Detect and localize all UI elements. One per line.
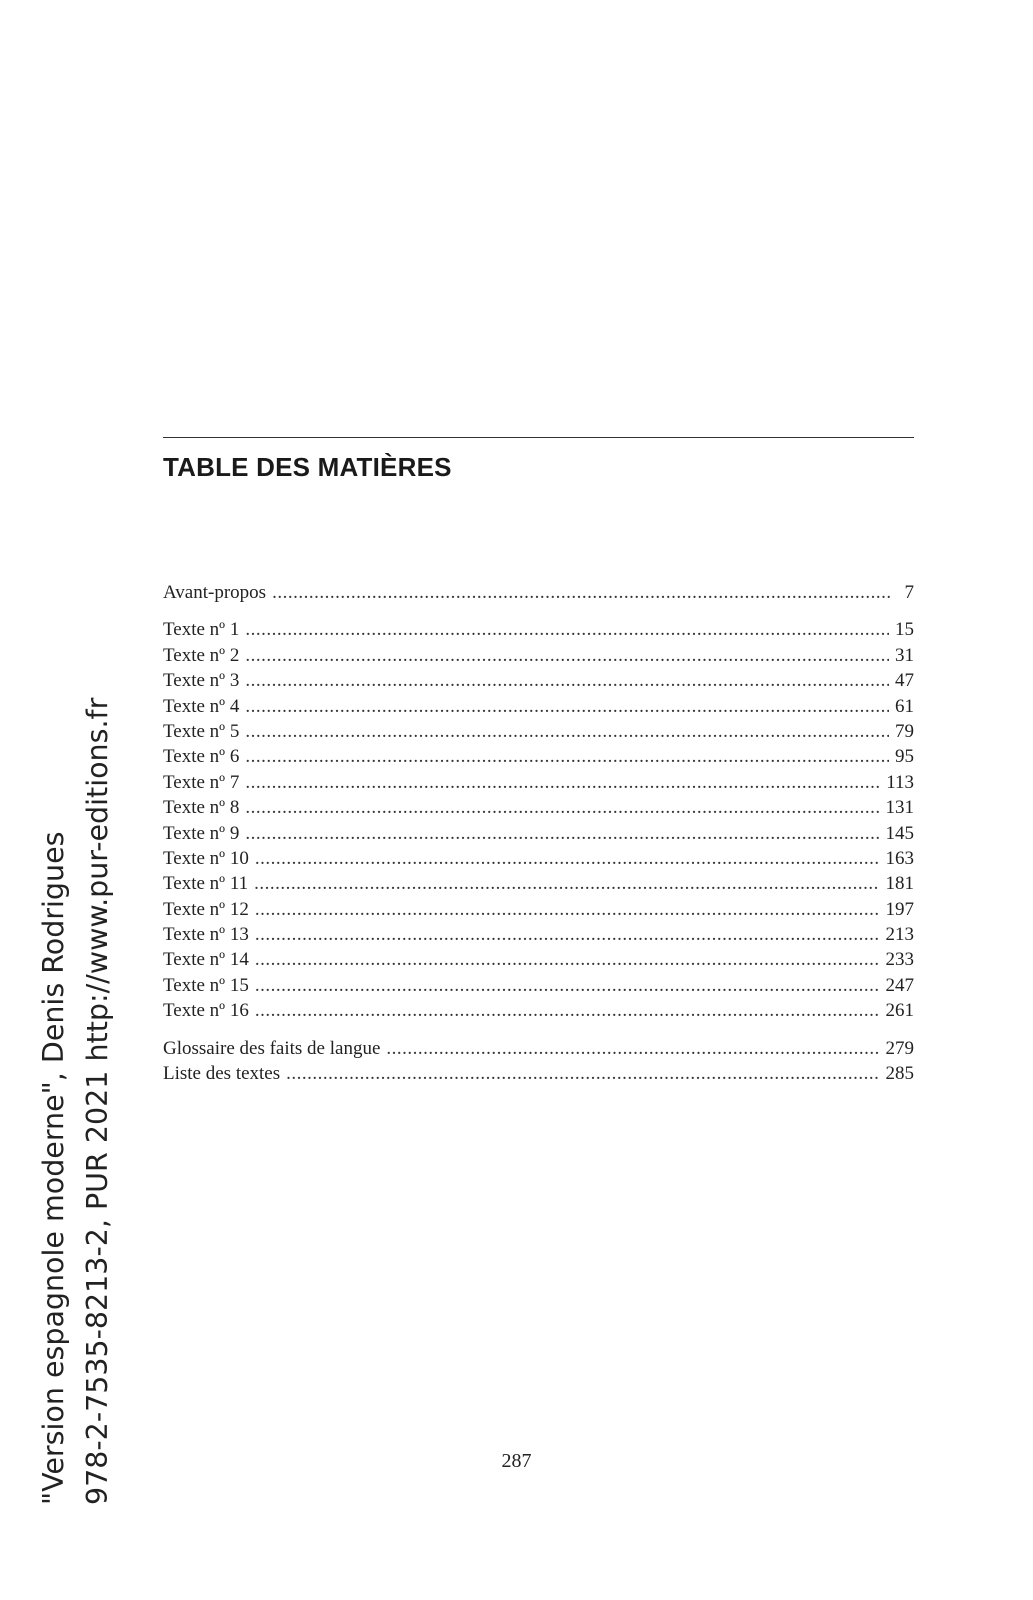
toc-entry-page: 261 <box>885 1000 914 1022</box>
toc-entry-page: 213 <box>885 924 914 946</box>
toc-entry-page: 95 <box>895 746 914 768</box>
toc-entry-label: Liste des textes <box>163 1063 281 1085</box>
dot-leader <box>245 719 889 744</box>
toc-entry-label: Texte nº 2 <box>163 644 240 666</box>
toc-entry-label: Avant-propos <box>163 582 267 603</box>
toc-entry-page: 47 <box>895 670 914 692</box>
dot-leader <box>245 643 889 668</box>
toc-entry-page: 279 <box>885 1037 914 1059</box>
toc-entry-page: 7 <box>904 582 914 603</box>
toc-back-matter <box>163 1036 914 1087</box>
page-number: 287 <box>501 1450 532 1472</box>
toc-entry-label: Texte nº 5 <box>163 720 240 742</box>
toc-entry-page: 233 <box>885 949 914 971</box>
toc-entry-page: 247 <box>885 974 914 996</box>
dot-leader <box>255 973 880 998</box>
toc-front-matter <box>163 580 914 605</box>
toc-entry <box>163 821 914 846</box>
page-title: TABLE DES MATIÈRES <box>163 452 452 482</box>
toc-entry <box>163 922 914 947</box>
toc-entry <box>163 744 914 769</box>
toc-entry-label: Texte nº 8 <box>163 797 240 819</box>
dot-leader <box>245 770 880 795</box>
dot-leader <box>255 947 880 972</box>
toc-entry <box>163 694 914 719</box>
dot-leader <box>255 846 880 871</box>
toc-entry-page: 61 <box>895 695 914 717</box>
toc-entry-label: Texte nº 14 <box>163 949 249 971</box>
toc-entry-label: Texte nº 3 <box>163 670 240 692</box>
toc-entry <box>163 668 914 693</box>
toc-entry <box>163 643 914 668</box>
dot-leader <box>272 580 890 605</box>
dot-leader <box>255 922 880 947</box>
toc-entry <box>163 795 914 820</box>
toc-entry <box>163 998 914 1023</box>
toc-entry-page: 163 <box>885 847 914 869</box>
toc-entry <box>163 871 914 896</box>
toc-entry <box>163 1036 914 1061</box>
toc-entry-label: Texte nº 15 <box>163 974 249 996</box>
dot-leader <box>245 821 879 846</box>
toc-entry-label: Texte nº 6 <box>163 746 240 768</box>
table-of-contents <box>163 580 914 1086</box>
toc-entry-label: Texte nº 4 <box>163 695 240 717</box>
toc-entry <box>163 973 914 998</box>
toc-entry-label: Texte nº 16 <box>163 1000 249 1022</box>
toc-entry-page: 15 <box>895 619 914 641</box>
side-watermark <box>32 697 132 1505</box>
toc-entry-label: Texte nº 7 <box>163 771 240 793</box>
toc-entry-label: Texte nº 12 <box>163 898 249 920</box>
toc-entry-label: Texte nº 11 <box>163 873 249 895</box>
toc-entry-label: Glossaire des faits de langue <box>163 1037 381 1059</box>
dot-leader <box>245 744 889 769</box>
toc-texts <box>163 617 914 1023</box>
toc-entry-page: 181 <box>885 873 914 895</box>
toc-entry-label: Texte nº 9 <box>163 822 240 844</box>
toc-entry-label: Texte nº 10 <box>163 847 249 869</box>
toc-entry-page: 79 <box>895 720 914 742</box>
toc-entry-page: 131 <box>885 797 914 819</box>
watermark-line-1: "Version espagnole moderne", Denis Rodrigues <box>37 831 70 1505</box>
toc-entry-page: 145 <box>885 822 914 844</box>
toc-entry <box>163 770 914 795</box>
dot-leader <box>245 668 889 693</box>
toc-entry <box>163 580 914 605</box>
dot-leader <box>255 897 880 922</box>
title-rule <box>163 437 914 438</box>
toc-entry <box>163 1061 914 1086</box>
toc-entry-page: 285 <box>885 1063 914 1085</box>
dot-leader <box>245 795 879 820</box>
toc-entry-page: 197 <box>885 898 914 920</box>
dot-leader <box>386 1036 879 1061</box>
dot-leader <box>286 1061 879 1086</box>
toc-entry-page: 31 <box>895 644 914 666</box>
watermark-line-2: 978-2-7535-8213-2, PUR 2021 http://www.pur-editions.fr <box>81 697 114 1505</box>
toc-entry-label: Texte nº 13 <box>163 924 249 946</box>
toc-entry <box>163 617 914 642</box>
toc-entry-label: Texte nº 1 <box>163 619 240 641</box>
dot-leader <box>245 694 889 719</box>
toc-entry-page: 113 <box>886 771 914 793</box>
dot-leader <box>245 617 889 642</box>
dot-leader <box>254 871 879 896</box>
dot-leader <box>255 998 880 1023</box>
toc-entry <box>163 719 914 744</box>
toc-entry <box>163 947 914 972</box>
toc-entry <box>163 897 914 922</box>
toc-entry <box>163 846 914 871</box>
